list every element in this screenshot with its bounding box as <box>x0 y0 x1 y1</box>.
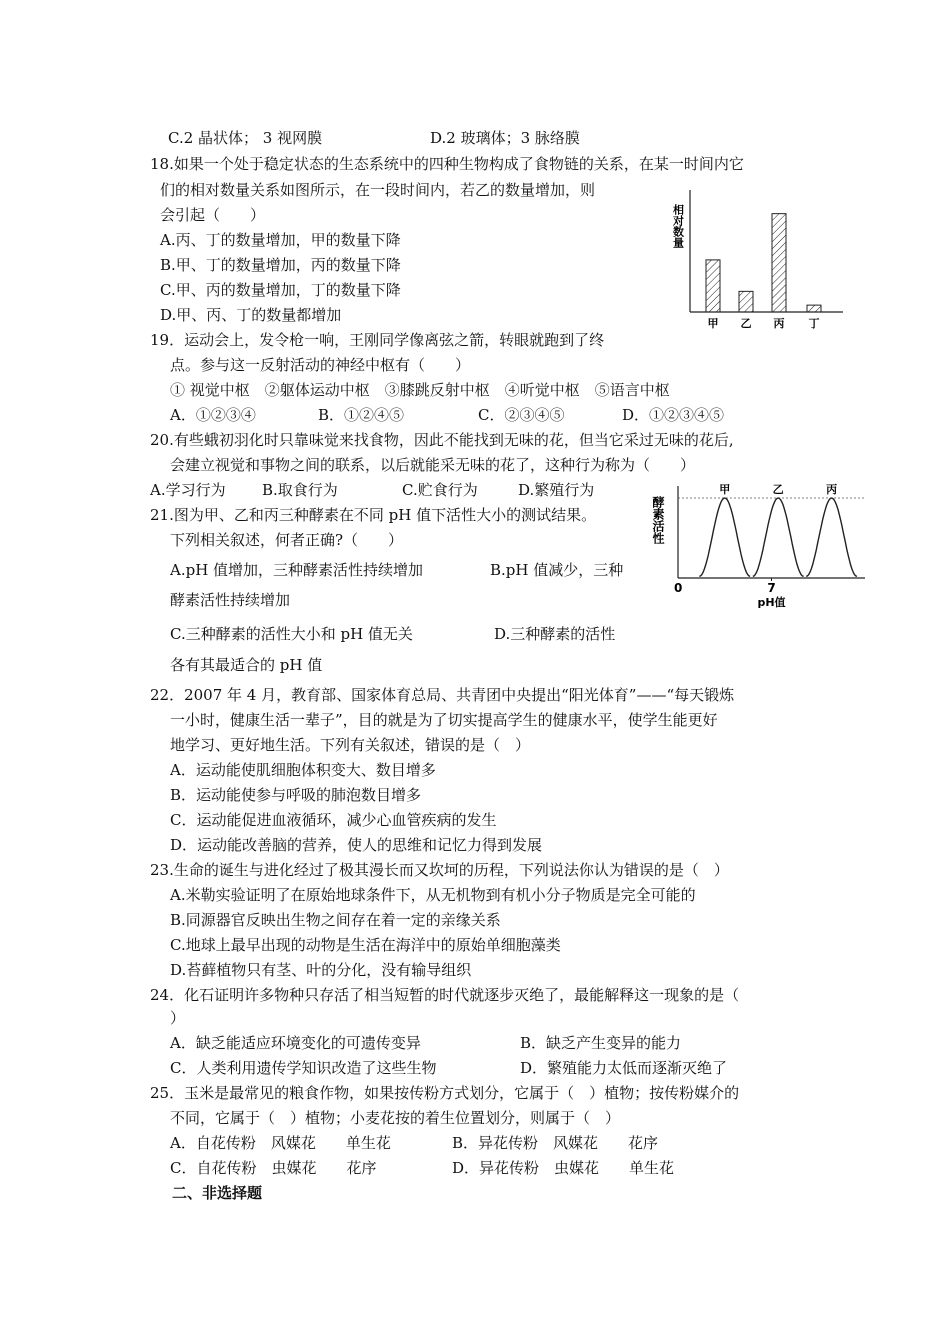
q23-option-b: B.同源器官反映出生物之间存在着一定的亲缘关系 <box>170 911 501 929</box>
q24-stem-line1: 24．化石证明许多物种只存活了相当短暂的时代就逐步灭绝了，最能解释这一现象的是（ <box>150 986 740 1004</box>
q21-option-b-cont: 酵素活性持续增加 <box>170 591 291 609</box>
q21-stem-line1: 21.图为甲、乙和丙三种酵素在不同 pH 值下活性大小的测试结果。 <box>150 506 597 524</box>
q24-stem-line2: ） <box>170 1009 186 1027</box>
q18-option-c: C.甲、丙的数量增加，丁的数量下降 <box>160 281 401 299</box>
q23-option-d: D.苔藓植物只有茎、叶的分化，没有输导组织 <box>170 961 472 979</box>
bar-3 <box>772 214 786 312</box>
q20-option-d: D.繁殖行为 <box>518 481 595 499</box>
q17-option-d: D.2 玻璃体；3 脉络膜 <box>430 129 580 147</box>
q22-option-d: D．运动能改善脑的营养，使人的思维和记忆力得到发展 <box>170 836 543 854</box>
bar-category-label: 丁 <box>808 317 820 330</box>
q21-option-b: B.pH 值减少，三种 <box>490 561 624 579</box>
q24-option-b: B．缺乏产生变异的能力 <box>520 1034 682 1052</box>
q25-option-b: B．异花传粉 风媒花 花序 <box>452 1134 659 1152</box>
q20-option-b: B.取食行为 <box>262 481 338 499</box>
bar-category-label: 乙 <box>740 317 752 330</box>
enzyme-chart-xtick-7: 7 <box>767 581 776 595</box>
q19-option-c: C．②③④⑤ <box>478 406 565 424</box>
q21-option-a: A.pH 值增加，三种酵素活性持续增加 <box>170 561 424 579</box>
enzyme-chart-xlabel: pH值 <box>757 596 786 609</box>
enzyme-curve-1 <box>699 498 750 576</box>
q21-option-d: D.三种酵素的活性 <box>494 625 616 643</box>
enzyme-series-label: 乙 <box>772 483 784 496</box>
q24-option-a: A．缺乏能适应环境变化的可遗传变异 <box>170 1034 421 1052</box>
q25-option-a: A．自花传粉 风媒花 单生花 <box>170 1134 391 1152</box>
q19-items: ① 视觉中枢 ②躯体运动中枢 ③膝跳反射中枢 ④听觉中枢 ⑤语言中枢 <box>170 381 670 399</box>
q19-option-d: D．①②③④⑤ <box>622 406 725 424</box>
q18-stem-line2: 们的相对数量关系如图所示，在一段时间内，若乙的数量增加，则 <box>160 181 596 199</box>
bar-category-label: 甲 <box>707 317 719 330</box>
q21-option-d-cont: 各有其最适合的 pH 值 <box>170 656 323 674</box>
q19-stem-line1: 19．运动会上，发令枪一响，王刚同学像离弦之箭，转眼就跑到了终 <box>150 331 605 349</box>
q20-stem-line2: 会建立视觉和事物之间的联系，以后就能采无味的花了，这种行为称为（ ） <box>170 456 696 474</box>
q20-stem-line1: 20.有些蛾初羽化时只靠味觉来找食物，因此不能找到无味的花，但当它采过无味的花后, <box>150 431 734 449</box>
q25-option-d: D．异花传粉 虫媒花 单生花 <box>452 1159 675 1177</box>
q18-stem-line3: 会引起（ ） <box>160 206 266 224</box>
q18-option-b: B.甲、丁的数量增加，丙的数量下降 <box>160 256 401 274</box>
q24-option-c: C．人类利用遗传学知识改造了这些生物 <box>170 1059 437 1077</box>
enzyme-series-label: 甲 <box>719 483 731 496</box>
q21-stem-line2: 下列相关叙述，何者正确?（ ） <box>170 531 404 549</box>
q19-option-a: A．①②③④ <box>170 406 256 424</box>
q22-stem-line2: 一小时，健康生活一辈子”，目的就是为了切实提高学生的健康水平，使学生能更好 <box>170 711 718 729</box>
q17-option-c: C.2 晶状体； 3 视网膜 <box>168 129 323 147</box>
q22-option-a: A．运动能使肌细胞体积变大、数目增多 <box>170 761 436 779</box>
q18-stem-line1: 18.如果一个处于稳定状态的生态系统中的四种生物构成了食物链的关系，在某一时间内它 <box>150 155 744 173</box>
bar-1 <box>706 260 720 312</box>
bar-chart-ylabel: 相对数量 <box>671 204 685 248</box>
q23-option-c: C.地球上最早出现的动物是生活在海洋中的原始单细胞藻类 <box>170 936 561 954</box>
q18-option-a: A.丙、丁的数量增加，甲的数量下降 <box>160 231 401 249</box>
enzyme-chart-xtick-0: 0 <box>674 581 683 595</box>
q22-stem-line3: 地学习、更好地生活。下列有关叙述，错误的是（ ） <box>170 736 531 754</box>
q23-stem-line1: 23.生命的诞生与进化经过了极其漫长而又坎坷的历程，下列说法你认为错误的是（ ） <box>150 861 729 879</box>
q19-stem-line2: 点。参与这一反射活动的神经中枢有（ ） <box>170 356 471 374</box>
q20-option-c: C.贮食行为 <box>402 481 478 499</box>
bar-category-label: 丙 <box>773 317 785 330</box>
q22-option-c: C．运动能促进血液循环，减少心血管疾病的发生 <box>170 811 497 829</box>
section-heading: 二、非选择题 <box>172 1184 263 1202</box>
q21-option-c: C.三种酵素的活性大小和 pH 值无关 <box>170 625 413 643</box>
bar-4 <box>807 305 821 312</box>
enzyme-curve-2 <box>753 498 804 576</box>
q25-option-c: C．自花传粉 虫媒花 花序 <box>170 1159 377 1177</box>
q25-stem-line1: 25．玉米是最常见的粮食作物，如果按传粉方式划分，它属于（ ）植物；按传粉媒介的 <box>150 1084 740 1102</box>
enzyme-chart <box>640 478 880 618</box>
q22-option-b: B．运动能使参与呼吸的肺泡数目增多 <box>170 786 422 804</box>
enzyme-series-label: 丙 <box>826 483 838 496</box>
enzyme-chart-ylabel: 酵素活性 <box>651 496 665 544</box>
q24-option-d: D．繁殖能力太低而逐渐灭绝了 <box>520 1059 728 1077</box>
enzyme-curve-3 <box>806 498 857 576</box>
q20-option-a: A.学习行为 <box>150 481 226 499</box>
q25-stem-line2: 不同，它属于（ ）植物；小麦花按的着生位置划分，则属于（ ） <box>170 1109 621 1127</box>
q22-stem-line1: 22．2007 年 4 月，教育部、国家体育总局、共青团中央提出“阳光体育”——“每天锻炼 <box>150 686 735 704</box>
q23-option-a: A.米勒实验证明了在原始地球条件下，从无机物到有机小分子物质是完全可能的 <box>170 886 696 904</box>
bar-chart <box>668 190 843 335</box>
q18-option-d: D.甲、丙、丁的数量都增加 <box>160 306 342 324</box>
bar-2 <box>739 291 753 312</box>
q19-option-b: B．①②④⑤ <box>318 406 405 424</box>
